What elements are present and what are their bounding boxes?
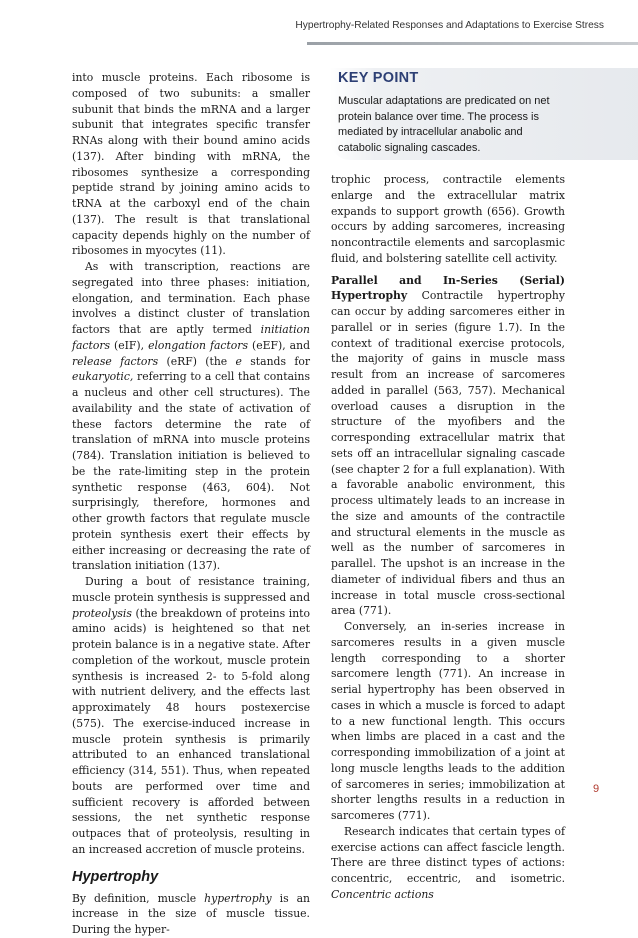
right-column	[331, 172, 565, 903]
paragraph: Conversely, an in-series increase in sarcomeres results in a given muscle length corresponding to a shorter sarcomere length (771). An increase in serial hypertrophy has been observed in cases in which a muscle is forced to adapt to a new functional length. This occurs when limbs are placed in a cast and the corresponding immobilization of a joint at long muscle lengths leads to the addition of sarcomeres in series; immobilization at shorter lengths results in a reduction in sarcomeres (771).	[331, 620, 565, 822]
key-point-title: KEY POINT	[338, 70, 419, 86]
paragraph: Parallel and In-Series (Serial) Hypertrophy Contractile hypertrophy can occur by adding sarcomeres either in parallel or in series (figure 1.7). In the context of traditional exercise protocols, the majority of gains in muscle mass result from an increase of sarcomeres added in parallel (563, 757). Mechanical overload causes a disruption in the structure of the myofibers and the corresponding extracellular matrix that sets off an intracellular signaling cascade (see chapter 2 for a full explanation). With a favorable anabolic environment, this process ultimately leads to an increase in the size and amounts of the contractile and structural elements in the muscle as well as the number of sarcomeres in parallel. The upshot is an increase in the diameter of individual fibers and thus an increase in total muscle cross-sectional area (771).	[331, 273, 565, 618]
term-initiation-factors: initiation factors	[72, 323, 310, 352]
paragraph: By definition, muscle hypertrophy is an increase in the size of muscle tissue. During the hyper-	[72, 891, 310, 936]
paragraph: trophic process, contractile elements enlarge and the extracellular matrix expands to support growth (656). Growth occurs by adding sarcomeres, increasing noncontractile elements and sarcoplasmic fluid, and bolstering satellite cell activity.	[331, 173, 565, 265]
term-release-factors: release factors	[72, 354, 159, 368]
left-column	[72, 70, 310, 938]
term-eukaryotic: eukaryotic,	[72, 370, 134, 384]
term-concentric-actions: Concentric actions	[331, 887, 434, 901]
paragraph: As with transcription, reactions are segregated into three phases: initiation, elongation, and termination. Each phase involves a distinct cluster of translation factors that are aptly termed initiation factors (eIF), elongation factors (eEF), and release factors (eRF) (the e stands for eukaryotic, referring to a cell that contains a nucleus and other cell structures). The availability and the state of activation of these factors determine the rate of translation of mRNA into muscle proteins (784). Translation initiation is believed to be the rate-limiting step in the protein synthetic response (463, 604). Not surprisingly, therefore, hormones and other growth factors that regulate muscle protein synthesis exert their effects by either increasing or decreasing the rate of translation initiation (137).	[72, 260, 310, 573]
header-rule	[307, 42, 638, 45]
term-proteolysis: proteolysis	[72, 606, 132, 620]
key-point-body: Muscular adaptations are predicated on net protein balance over time. The process is mediated by intracellular anabolic and catabolic signaling cascades.	[338, 95, 550, 154]
paragraph: During a bout of resistance training, muscle protein synthesis is suppressed and proteolysis (the breakdown of proteins into amino acids) is heightened so that net protein balance is in a negative state. After completion of the workout, muscle protein synthesis is increased 2- to 5-fold along with nutrient delivery, and the effects last approximately 48 hours postexercise (575). The exercise-induced increase in muscle protein synthesis is primarily attributed to an enhanced translational efficiency (314, 551). Thus, when repeated bouts are performed over time and sufficient recovery is afforded between sessions, the net synthetic response outpaces that of proteolysis, resulting in an increased accretion of muscle proteins.	[72, 575, 310, 856]
term-hypertrophy: hypertrophy	[204, 891, 272, 905]
page-number: 9	[593, 783, 600, 795]
run-in-heading: Parallel and In-Series (Serial) Hypertrophy	[331, 273, 565, 303]
paragraph: Research indicates that certain types of exercise actions can affect fascicle length. There are three distinct types of actions: concentric, eccentric, and isometric. Concentric actions	[331, 824, 565, 901]
key-point-box	[330, 68, 638, 160]
running-head: Hypertrophy-Related Responses and Adaptations to Exercise Stress	[295, 20, 604, 31]
paragraph: into muscle proteins. Each ribosome is composed of two subunits: a smaller subunit that binds the mRNA and a larger subunit that integrates specific transfer RNAs along with their bound amino acids (137). After binding with mRNA, the ribosomes synthesize a corresponding peptide strand by joining amino acids to tRNA at the carboxyl end of the chain (137). The result is that translational capacity depends highly on the number of ribosomes in myocytes (11).	[72, 71, 310, 258]
section-heading: Hypertrophy	[72, 868, 159, 885]
term-elongation-factors: elongation factors	[148, 338, 249, 352]
